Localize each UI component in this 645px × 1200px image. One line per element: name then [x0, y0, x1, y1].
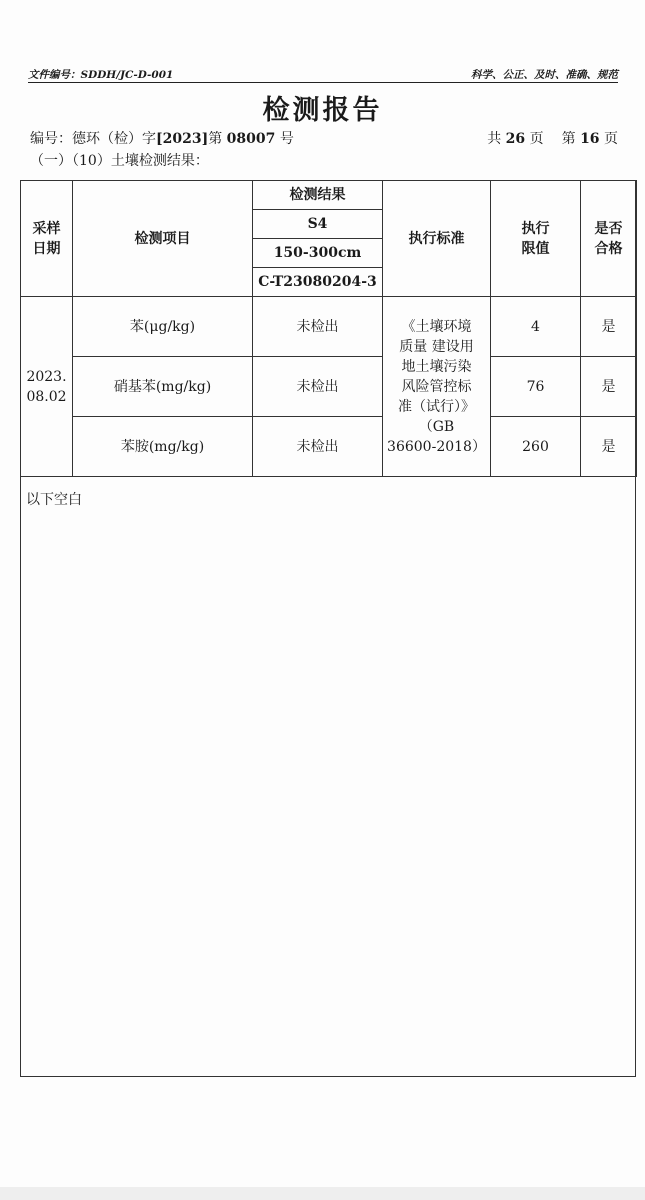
page-suffix: 页 — [599, 131, 618, 147]
row-item: 苯(μg/kg) — [73, 297, 253, 357]
header-depth: 150-300cm — [253, 239, 383, 268]
total-pages: 26 — [505, 131, 526, 147]
report-number-prefix: 编号：德环（检）字 — [30, 131, 156, 147]
row-limit: 4 — [491, 297, 581, 357]
row-limit: 76 — [491, 357, 581, 417]
table-row — [21, 357, 637, 417]
total-suffix: 页 — [525, 131, 544, 147]
header-pass: 是否 合格 — [581, 181, 637, 297]
report-number-mid: 第 — [208, 131, 227, 147]
row-result: 未检出 — [253, 297, 383, 357]
table-row — [21, 417, 637, 477]
row-pass: 是 — [581, 297, 637, 357]
motto: 科学、公正、及时、准确、规范 — [471, 69, 618, 81]
table-row — [21, 297, 637, 357]
row-result: 未检出 — [253, 357, 383, 417]
report-number-year: [2023] — [156, 131, 209, 147]
report-number-value: 08007 — [226, 131, 276, 147]
header-item: 检测项目 — [73, 181, 253, 297]
total-prefix: 共 — [487, 131, 506, 147]
header-sample-id: C-T23080204-3 — [253, 268, 383, 297]
header-limit: 执行 限值 — [491, 181, 581, 297]
report-number-suffix: 号 — [275, 131, 294, 147]
row-limit: 260 — [491, 417, 581, 477]
report-number — [30, 128, 294, 148]
standard-text: 《土壤环境 质量 建设用 地土壤污染 风险管控标 准（试行）》 （GB 36600-2018） — [383, 297, 491, 477]
row-item: 苯胺(mg/kg) — [73, 417, 253, 477]
section-heading: （一）（10）土壤检测结果： — [30, 153, 209, 169]
header-sample-date: 采样 日期 — [21, 181, 73, 297]
row-pass: 是 — [581, 357, 637, 417]
page-number: 16 — [580, 131, 600, 147]
row-pass: 是 — [581, 417, 637, 477]
page-prefix: 第 — [561, 131, 581, 147]
header-site: S4 — [253, 210, 383, 239]
header-rule — [28, 82, 618, 83]
bottom-band — [0, 1187, 645, 1200]
row-item: 硝基苯(mg/kg) — [73, 357, 253, 417]
header-standard: 执行标准 — [383, 181, 491, 297]
row-result: 未检出 — [253, 417, 383, 477]
sample-date: 2023. 08.02 — [21, 297, 73, 477]
header-result: 检测结果 — [253, 181, 383, 210]
page-count — [487, 128, 618, 148]
results-table — [20, 180, 637, 477]
doc-number: 文件编号：SDDH/JC-D-001 — [28, 69, 174, 81]
blank-note: 以下空白 — [26, 492, 82, 508]
page-title: 检测报告 — [262, 95, 383, 126]
